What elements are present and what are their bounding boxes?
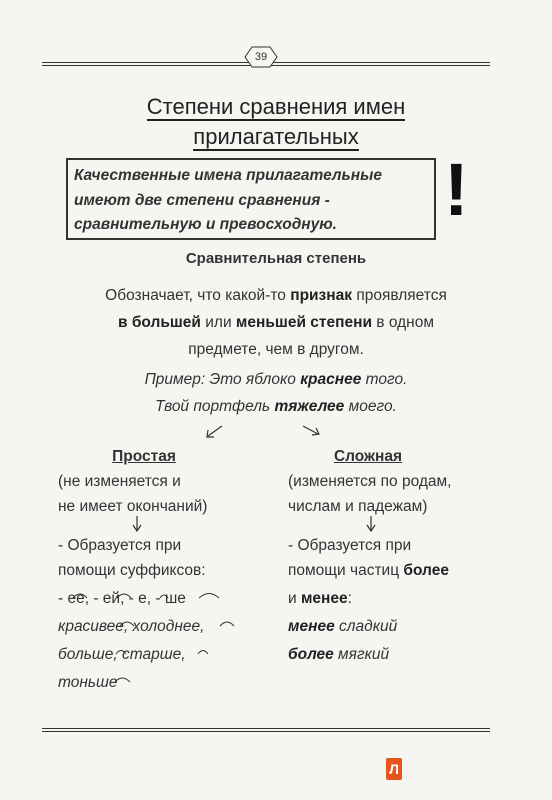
simple-column: [58, 444, 258, 695]
simple-example-2: больше, старше,: [58, 646, 186, 663]
page-title: Степени сравнения имен прилагательных: [146, 94, 406, 149]
simple-suffixes: - ее, - ей, - е, - ше: [58, 590, 186, 607]
box-line-3: сравнительную и превосходную.: [74, 216, 337, 233]
publisher-logo: Л: [386, 758, 402, 780]
arrow-right-icon: [303, 426, 319, 435]
complex-note-1: (изменяется по родам,: [288, 473, 452, 490]
arrow-left-icon: [207, 426, 222, 437]
definition-line-3: предмете, чем в другом.: [188, 341, 364, 358]
box-line-2: имеют две степени сравнения -: [74, 191, 330, 209]
complex-heading: Сложная: [333, 448, 403, 465]
simple-note-2: не имеет окончаний): [58, 498, 208, 515]
simple-form-1: - Образуется при: [58, 537, 182, 554]
box-line-1: Качественные имена прилагательные: [74, 167, 382, 184]
page-number: 39: [254, 51, 268, 63]
simple-example-3: тоньше: [58, 674, 118, 691]
simple-example-1: красивее, холоднее,: [58, 618, 205, 635]
complex-example-1: менее сладкий: [288, 618, 398, 635]
complex-form-2: помощи частиц более: [288, 562, 449, 579]
definition-line-2: в большей или меньшей степени в одном: [118, 314, 434, 331]
definition-line-1: Обозначает, что какой-то признак проявляется: [105, 287, 447, 304]
simple-form-2: помощи суффиксов:: [58, 562, 206, 579]
exclamation-mark: !: [444, 148, 469, 231]
example-line-1: Пример: Это яблоко краснее того.: [144, 371, 408, 388]
complex-column: [288, 444, 508, 667]
example-line-2: Твой портфель тяжелее моего.: [155, 398, 397, 415]
section-title: Сравнительная степень: [185, 250, 367, 267]
bottom-rule: [42, 728, 490, 732]
simple-note-1: (не изменяется и: [58, 473, 181, 490]
complex-form-1: - Образуется при: [288, 537, 412, 554]
complex-note-2: числам и падежам): [288, 498, 428, 515]
complex-example-2: более мягкий: [288, 646, 390, 663]
simple-heading: Простая: [112, 448, 176, 465]
complex-form-3: и менее:: [288, 590, 352, 607]
